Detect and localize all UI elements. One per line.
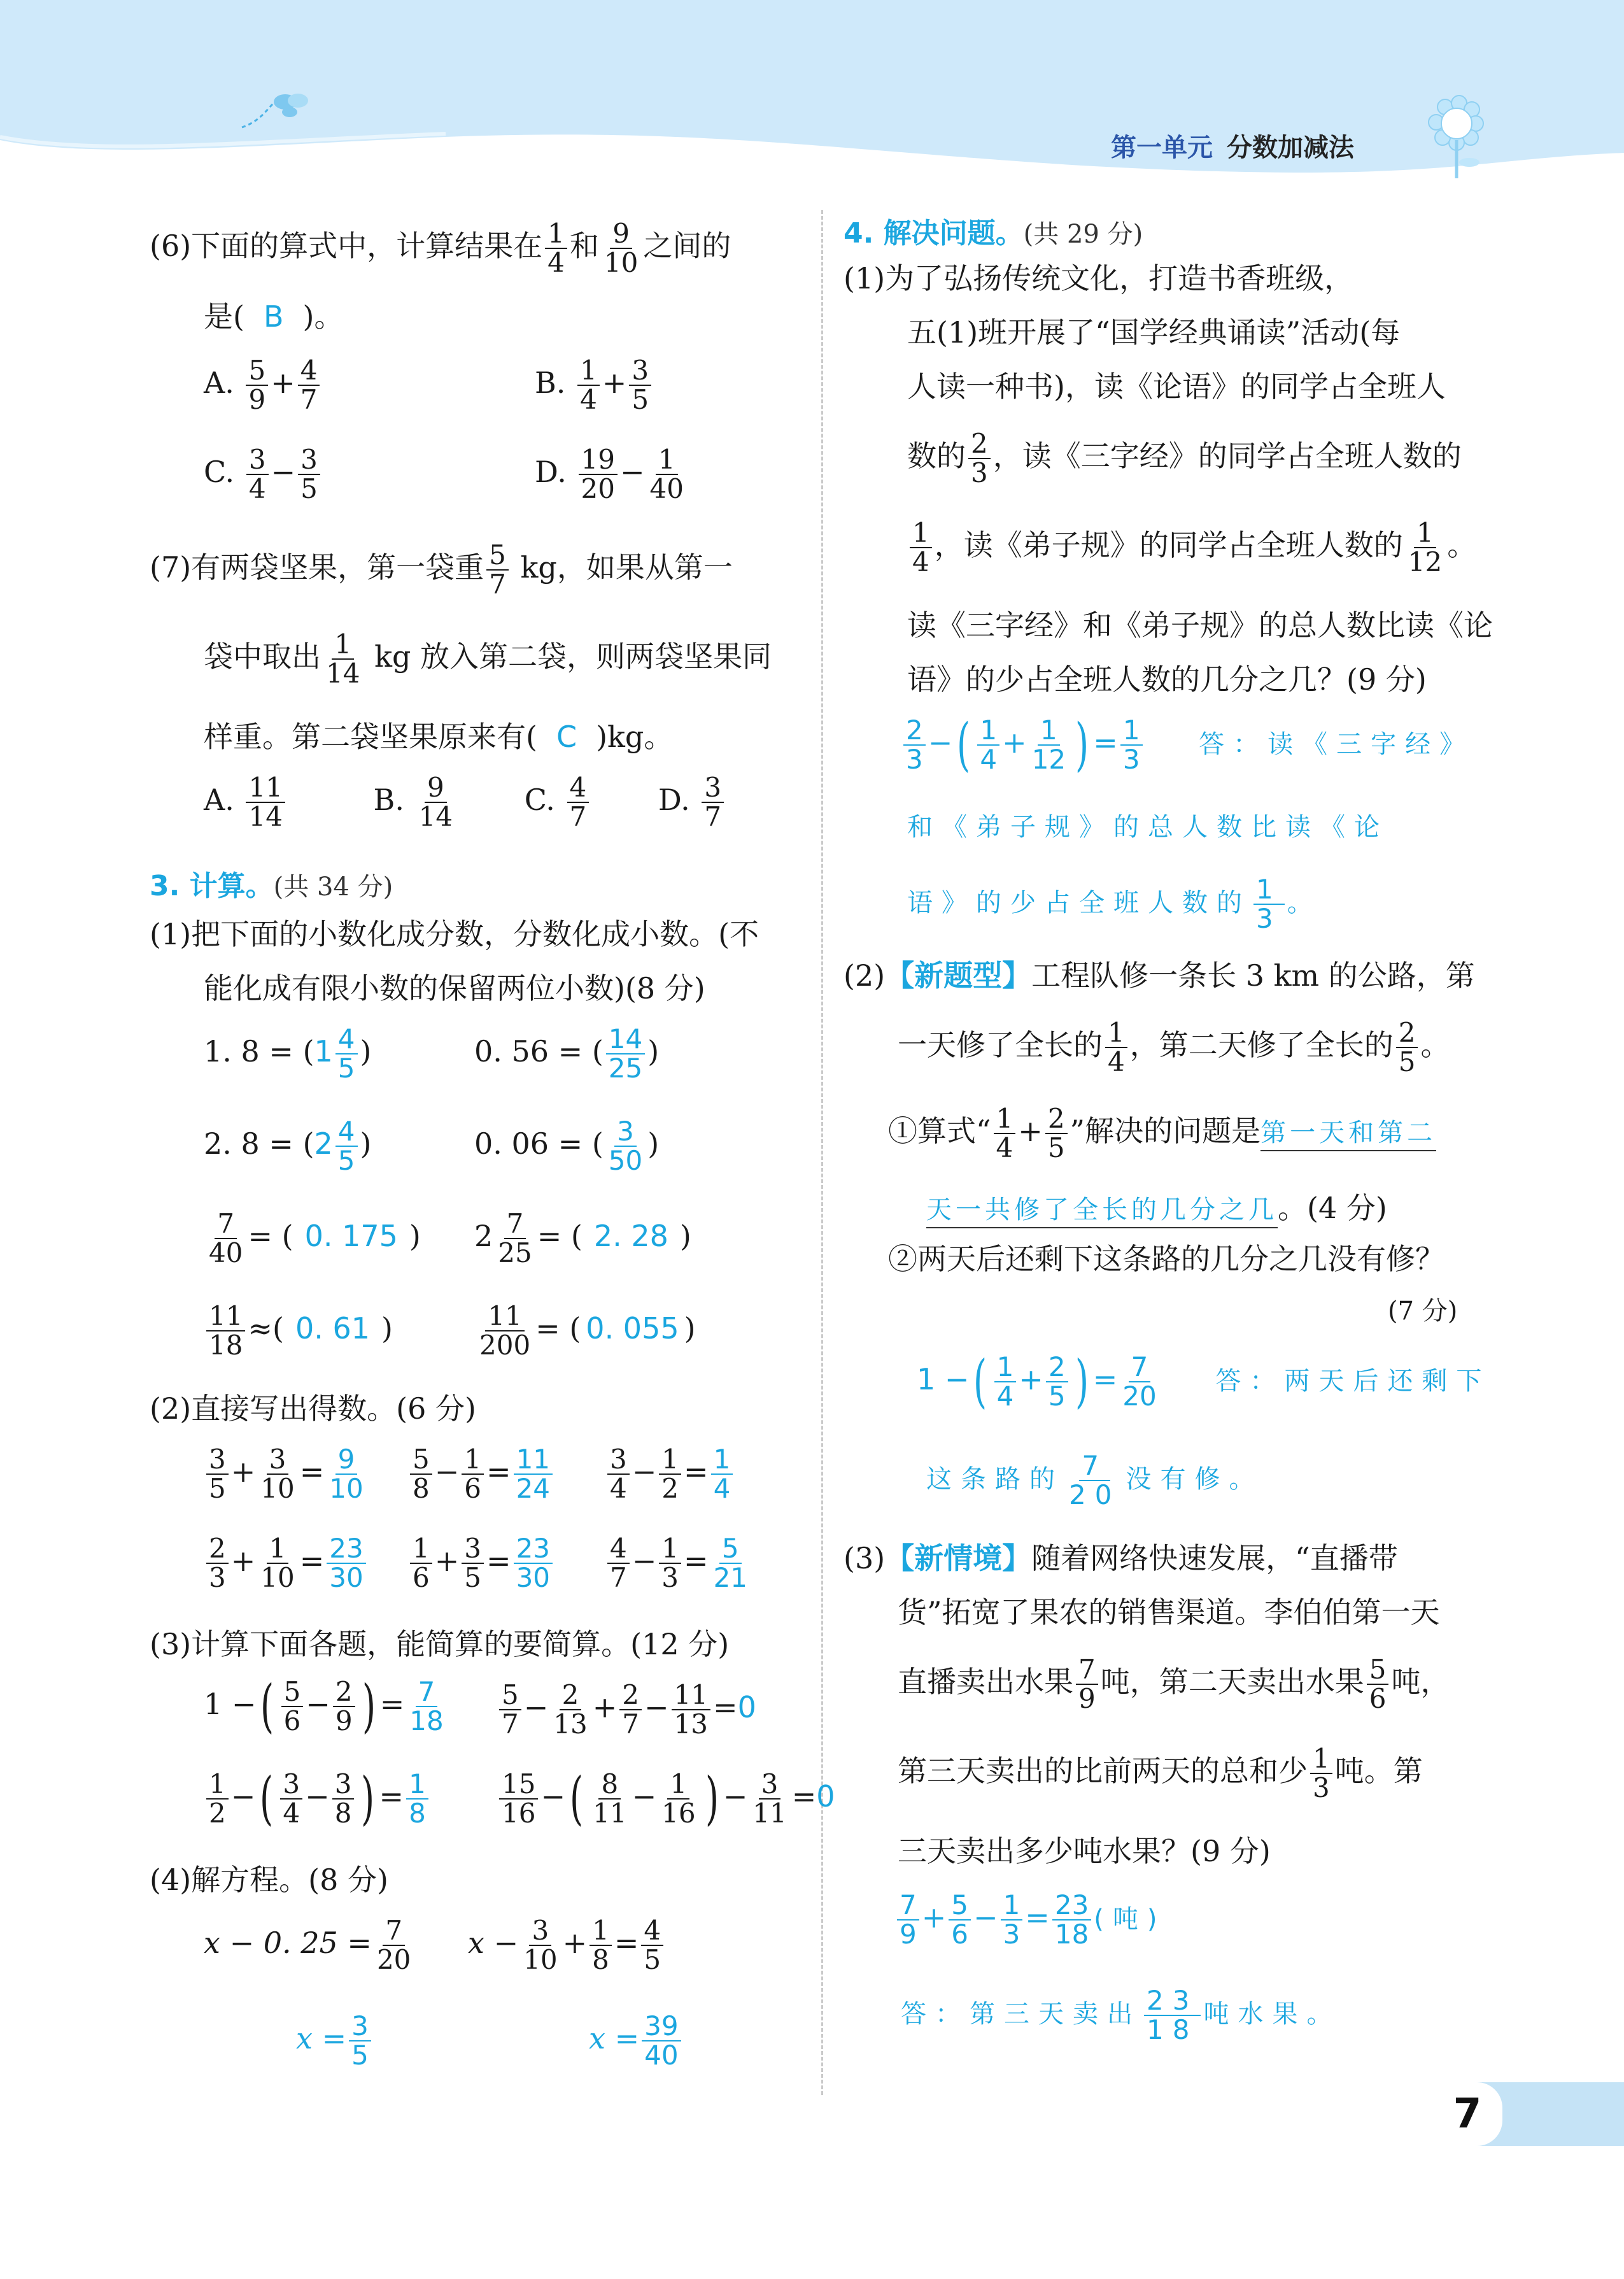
s3-p1-line2: 能化成有限小数的保留两位小数)(8 分) <box>204 971 705 1005</box>
direct-0: $\frac{3}{5}$ + $\frac{3}{10}$ = $\frac{9}{10}$ <box>204 1445 369 1503</box>
s4-p3-l3: 直播卖出水果 $\frac{7}{9}$ 吨，第二天卖出水果 $\frac{5}{6}$ 吨， <box>898 1654 1450 1715</box>
unit-label: 第一单元 <box>1111 133 1213 162</box>
fraction: $\frac{9}{10}$ <box>604 218 639 279</box>
s4-p3-l2: 货”拓宽了果农的销售渠道。李伯伯第一天 <box>898 1595 1440 1629</box>
new-scenario-tag: 【新情境】 <box>885 1541 1032 1575</box>
s4-p1-l6: 读《三字经》和《弟子规》的总人数比读《论 <box>907 608 1493 643</box>
eq-b: x − $\frac{3}{10}$ + $\frac{1}{8}$ = $\frac{4}{5}$ <box>468 1917 666 1974</box>
s4-p3-l1: (3)【新情境】随着网络快速发展，“直播带 <box>844 1541 1398 1575</box>
conv-f: 2 $\frac{7}{25}$ = ( 2. 28 ) <box>474 1208 691 1269</box>
s4-p1-l2: 五(1)班开展了“国学经典诵读”活动(每 <box>907 315 1401 350</box>
conv-e: $\frac{7}{40}$ = ( 0. 175 ) <box>209 1208 421 1269</box>
q6-option-a: A. $\frac{5}{9}$ + $\frac{4}{7}$ <box>204 357 322 414</box>
direct-1: $\frac{5}{8}$ − $\frac{1}{6}$ = $\frac{11}{24}$ <box>407 1445 555 1503</box>
direct-5: $\frac{4}{7}$ − $\frac{1}{3}$ = $\frac{5}{21}$ <box>605 1535 752 1592</box>
s4-p1-l7: 语》的少占全班人数的几分之几？(9 分) <box>907 662 1427 697</box>
q6-stem-line2: 是( B )。 <box>204 299 344 334</box>
q6-option-c: C. $\frac{3}{4}$ − $\frac{3}{5}$ <box>204 446 323 503</box>
page-number: 7 <box>1432 2082 1502 2146</box>
s4-p2-item1: ①算式“ $\frac{1}{4}$ + $\frac{2}{5}$ ”解决的问题是第一天和第二 <box>888 1103 1437 1164</box>
direct-4: $\frac{1}{6}$ + $\frac{3}{5}$ = $\frac{23}{30}$ <box>407 1535 555 1592</box>
q7-options: A. $\frac{11}{14}$ B. $\frac{9}{14}$ C. $\frac{4}{7}$ D. $\frac{3}{7}$ <box>204 774 726 831</box>
section-4-title: 4. 解决问题。(共 29 分) <box>844 217 1143 250</box>
butterfly-icon <box>229 83 318 140</box>
eq-a: x − 0. 25 = $\frac{7}{20}$ <box>204 1915 411 1976</box>
s4-p1-answer-3: 语》的少占全班人数的 $\frac{1}{3}$ 。 <box>907 874 1322 935</box>
q6-option-d: D. $\frac{19}{20}$ − $\frac{1}{40}$ <box>535 444 684 505</box>
s4-p2-l2: 一天修了全长的 $\frac{1}{4}$ ，第二天修了全长的 $\frac{2}{5}$ 。 <box>898 1017 1450 1078</box>
section-3-title: 3. 计算。(共 34 分) <box>150 870 393 902</box>
q7-line2: 袋中取出 $\frac{1}{14}$ kg 放入第二袋，则两袋坚果同 <box>204 628 772 690</box>
s4-p1-l1: (1)为了弘扬传统文化，打造书香班级， <box>844 261 1354 295</box>
s4-p2-item2: ②两天后还剩下这条路的几分之几没有修？ <box>888 1242 1444 1276</box>
s3-p2-title: (2)直接写出得数。(6 分) <box>150 1391 476 1426</box>
simp-a: 1 −( $\frac{5}{6}$ − $\frac{2}{9}$ ) = $\frac{7}{18}$ <box>204 1673 444 1740</box>
direct-2: $\frac{3}{4}$ − $\frac{1}{2}$ = $\frac{1}{4}$ <box>605 1445 735 1503</box>
s4-p2-item1-answer: 天一共修了全长的几分之几。(4 分) <box>926 1191 1387 1226</box>
s3-p3-title: (3)计算下面各题，能简算的要简算。(12 分) <box>150 1627 730 1661</box>
s4-p1-l5: $\frac{1}{4}$ ，读《弟子规》的同学占全班人数的 $\frac{1}{12}$ 。 <box>907 519 1476 576</box>
s4-p2-l1: (2)【新题型】工程队修一条长 3 km 的公路，第 <box>844 958 1475 993</box>
sunflower-icon <box>1420 89 1496 185</box>
simp-d: $\frac{15}{16}$ −( $\frac{8}{11}$ − $\frac{1}{16}$ ) − $\frac{3}{11}$ =0 <box>497 1770 835 1828</box>
simp-c: $\frac{1}{2}$ −( $\frac{3}{4}$ − $\frac{3}{8}$ ) = $\frac{1}{8}$ <box>204 1770 431 1828</box>
q7-answer: C <box>556 720 577 754</box>
s4-p2-item2-points: (7 分) <box>1388 1296 1458 1326</box>
fraction: $\frac{1}{4}$ <box>545 220 567 277</box>
s4-p1-l4: 数的 $\frac{2}{3}$ ，读《三字经》的同学占全班人数的 <box>907 428 1462 489</box>
s4-p1-l3: 人读一种书)，读《论语》的同学占全班人 <box>907 369 1446 404</box>
new-question-type-tag: 【新题型】 <box>885 958 1032 993</box>
s4-p3-l5: 三天卖出多少吨水果？(9 分) <box>898 1834 1271 1868</box>
q6-option-b: B. $\frac{1}{4}$ + $\frac{3}{5}$ <box>535 357 654 414</box>
conv-g: $\frac{11}{18}$ ≈( 0. 61 ) <box>204 1302 393 1360</box>
q6-answer: B <box>263 299 284 334</box>
s4-p2-answer-2: 这条路的 $\frac{7}{20}$ 没有修。 <box>926 1450 1264 1511</box>
direct-3: $\frac{2}{3}$ + $\frac{1}{10}$ = $\frac{23}{30}$ <box>204 1535 369 1592</box>
conv-d: 0. 06 = ( $\frac{3}{50}$ ) <box>474 1116 660 1177</box>
s3-p1-line1: (1)把下面的小数化成分数，分数化成小数。(不 <box>150 917 759 951</box>
conv-a: 1. 8 = (1 $\frac{4}{5}$ ) <box>204 1023 372 1084</box>
unit-topic: 分数加减法 <box>1227 133 1354 162</box>
q7-line3: 样重。第二袋坚果原来有( C )kg。 <box>204 720 674 754</box>
s4-p2-solution: 1 −( $\frac{1}{4}$ + $\frac{2}{5}$ ) = $\frac{7}{20}$ 答：两天后还剩下 <box>917 1348 1491 1416</box>
eq-b-answer: x = $\frac{39}{40}$ <box>589 2012 684 2070</box>
conv-c: 2. 8 = (2 $\frac{4}{5}$ ) <box>204 1116 372 1177</box>
s4-p1-answer-2: 和《弟子规》的总人数比读《论 <box>907 813 1388 842</box>
eq-a-answer: x = $\frac{3}{5}$ <box>296 2012 374 2070</box>
s4-p3-answer: 答：第三天卖出 $\frac{23}{18}$ 吨水果。 <box>901 1985 1341 2046</box>
unit-title <box>1111 127 1354 164</box>
s4-p3-solution: $\frac{7}{9}$ + $\frac{5}{6}$ − $\frac{1}{3}$ = $\frac{23}{18}$ (吨) <box>894 1891 1166 1949</box>
simp-b: $\frac{5}{7}$ − $\frac{2}{13}$ + $\frac{2}{7}$ − $\frac{11}{13}$ =0 <box>497 1681 756 1738</box>
s3-p4-title: (4)解方程。(8 分) <box>150 1863 388 1897</box>
page-header <box>0 0 1624 191</box>
conv-b: 0. 56 = ( $\frac{14}{25}$ ) <box>474 1023 660 1084</box>
conv-h: $\frac{11}{200}$ = ( 0. 055 ) <box>479 1300 696 1361</box>
q6-stem-line1: (6)下面的算式中，计算结果在 $\frac{1}{4}$ 和 $\frac{9}{10}$ 之间的 <box>150 218 731 279</box>
s4-p1-solution: $\frac{2}{3}$ −( $\frac{1}{4}$ + $\frac{1}{12}$ ) = $\frac{1}{3}$ 答：读《三字经》 <box>901 716 1474 774</box>
q7-line1: (7)有两袋坚果，第一袋重 $\frac{5}{7}$ kg，如果从第一 <box>150 539 733 600</box>
s4-p3-l4: 第三天卖出的比前两天的总和少 $\frac{1}{3}$ 吨。第 <box>898 1743 1423 1804</box>
